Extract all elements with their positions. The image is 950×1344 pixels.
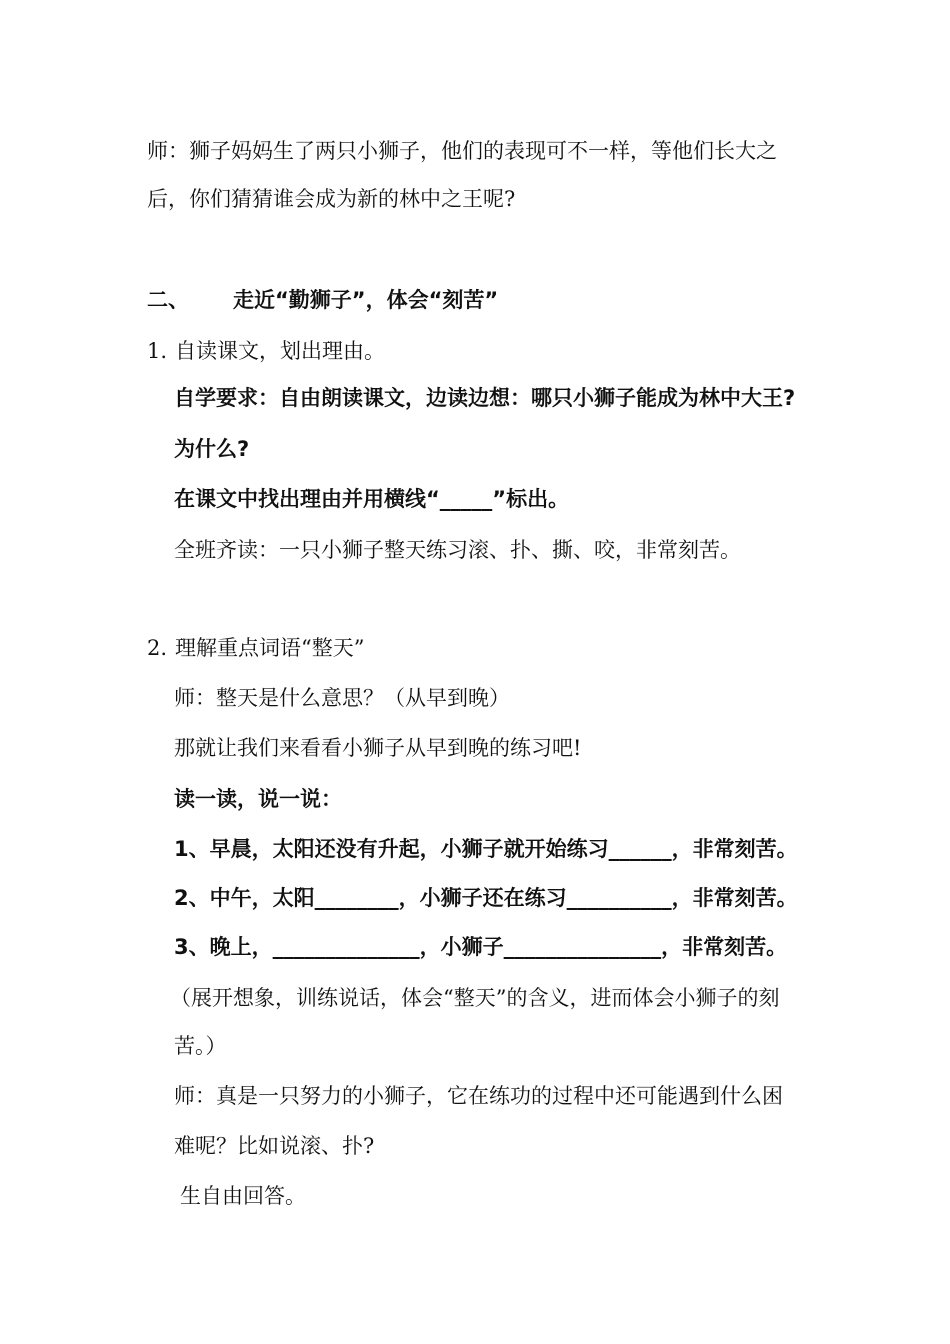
item-1-number: 1. [147,339,168,363]
sentence-3: 3、晚上，______________，小狮子_______________，非常刻苦。 [174,935,788,959]
item-2-label: 理解重点词语“整天” [175,636,365,660]
note-line-2: 苦。） [174,1034,227,1058]
sentence-1: 1、早晨，太阳还没有升起，小狮子就开始练习______，非常刻苦。 [174,837,798,861]
intro-line-2: 后，你们猜猜谁会成为新的林中之王呢? [147,187,516,211]
section-title: 走近“勤狮子”，体会“刻苦” [233,288,499,312]
sentence-2: 2、中午，太阳________，小狮子还在练习__________，非常刻苦。 [174,886,798,910]
section-number: 二、 [147,288,189,312]
intro-line-1: 师：狮子妈妈生了两只小狮子，他们的表现可不一样，等他们长大之 [147,139,777,163]
item-2-heading [147,633,364,663]
read-and-say-prompt: 读一读，说一说： [174,787,342,811]
note-line-1: （展开想象，训练说话，体会“整天”的含义，进而体会小狮子的刻 [170,986,780,1010]
study-requirement-line-3: 在课文中找出理由并用横线“_____”标出。 [174,487,570,511]
teacher-question-1: 师：整天是什么意思？（从早到晚） [174,686,510,710]
study-requirement-line-1: 自学要求：自由朗读课文，边读边想：哪只小狮子能成为林中大王? [174,386,796,410]
student-answer: 生自由回答。 [180,1184,306,1208]
study-requirement-line-2: 为什么? [174,437,250,461]
whole-class-reading: 全班齐读：一只小狮子整天练习滚、扑、撕、咬，非常刻苦。 [174,538,741,562]
item-1-label: 自读课文，划出理由。 [175,339,385,363]
item-1-heading [147,336,385,366]
section-heading [147,285,498,315]
teacher-line-1: 师：真是一只努力的小狮子，它在练功的过程中还可能遇到什么困 [174,1084,783,1108]
item-2-number: 2. [147,636,168,660]
teacher-line-2: 难呢？比如说滚、扑? [174,1134,375,1158]
teacher-question-2: 那就让我们来看看小狮子从早到晚的练习吧! [174,736,582,760]
